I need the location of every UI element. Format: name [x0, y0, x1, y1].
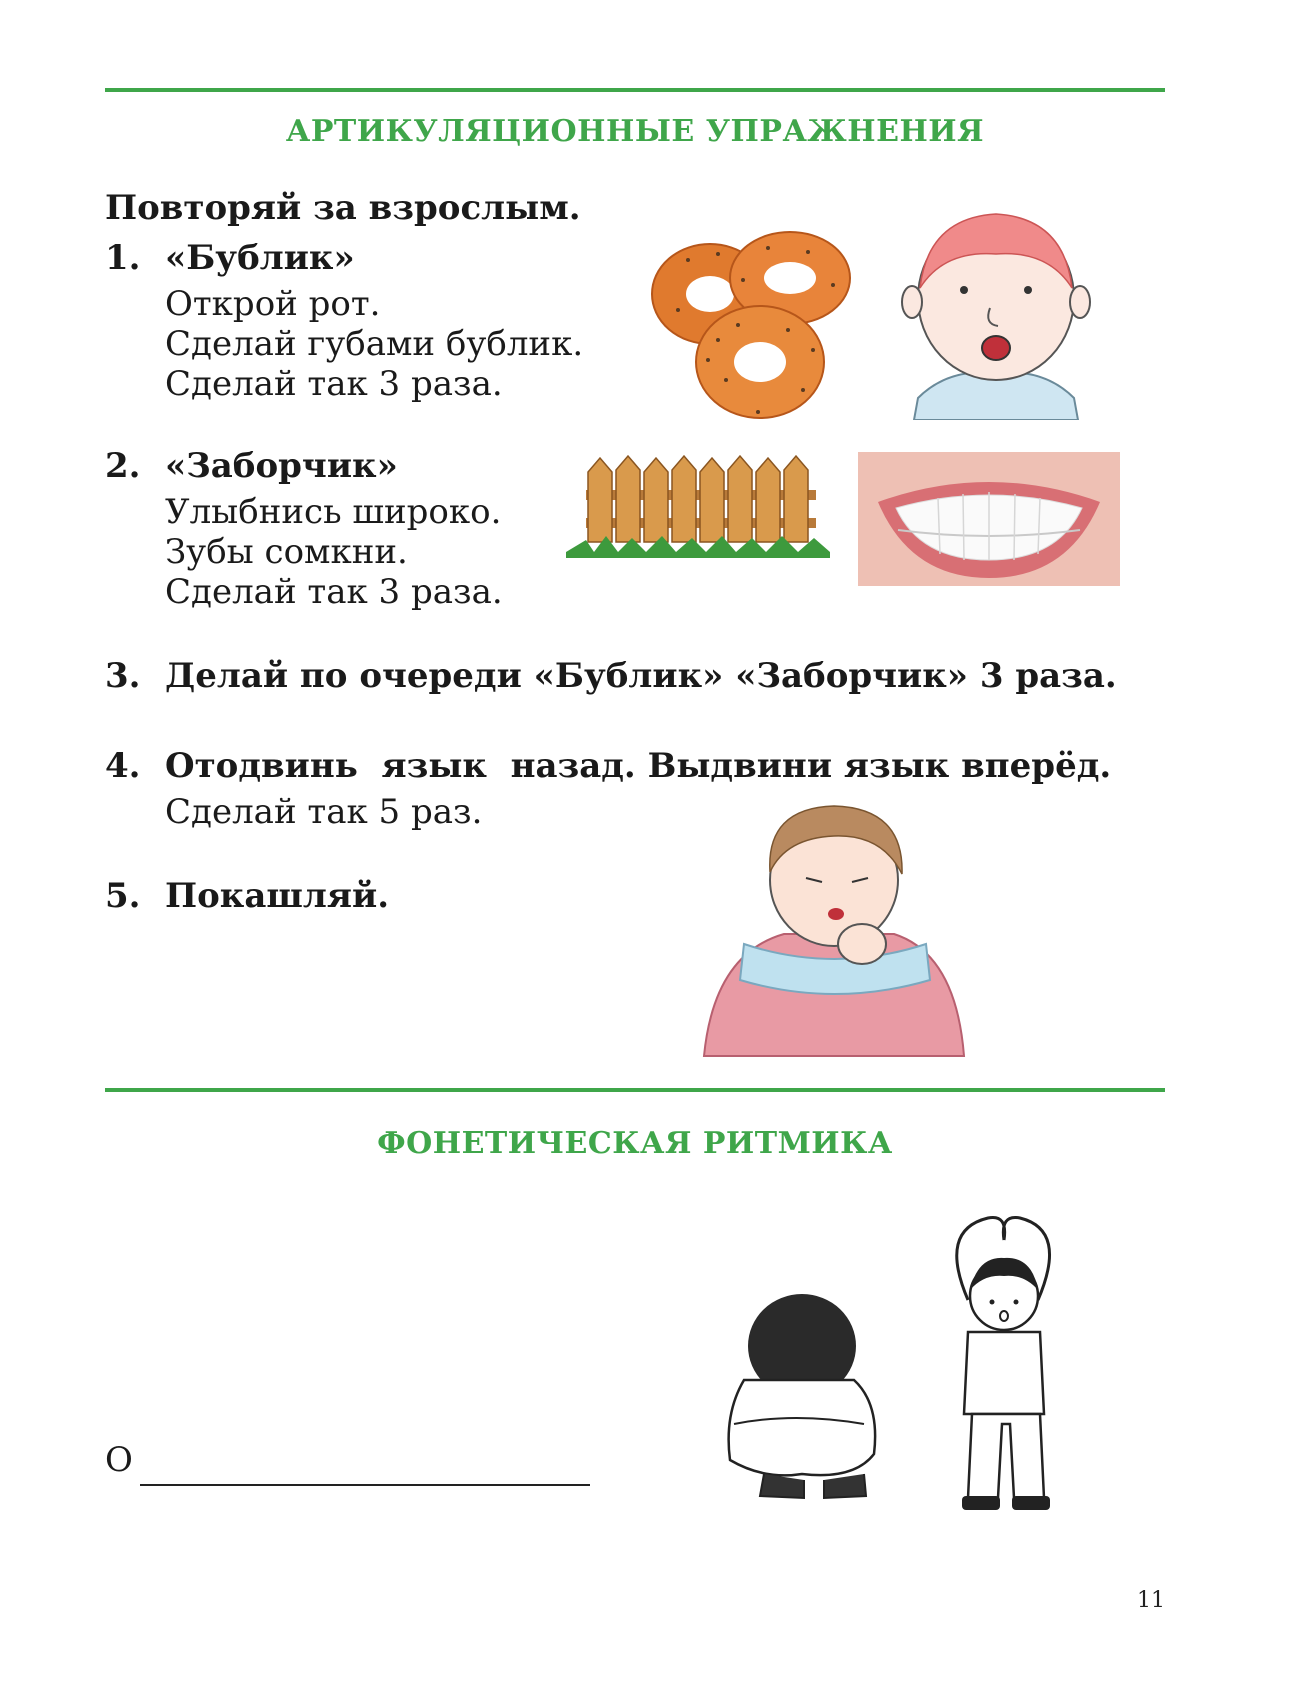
exercise-1-line-3: Сделай так 3 раза.	[165, 364, 503, 404]
instruction-text: Повторяй за взрослым.	[105, 188, 581, 228]
section-title-phonetic-rhythmics: ФОНЕТИЧЕСКАЯ РИТМИКА	[377, 1126, 893, 1161]
answer-prefix: О	[105, 1440, 133, 1480]
exercise-2-line-3: Сделай так 3 раза.	[165, 572, 503, 612]
exercise-4-title: Отодвинь язык назад. Выдвини язык вперёд.	[165, 746, 1112, 786]
exercise-4-number: 4.	[105, 746, 141, 786]
exercise-2-title: «Заборчик»	[165, 446, 398, 486]
exercise-5-number: 5.	[105, 876, 141, 916]
exercise-1-number: 1.	[105, 238, 141, 278]
exercise-5-title: Покашляй.	[165, 876, 390, 916]
exercise-1-title: «Бублик»	[165, 238, 355, 278]
middle-divider	[105, 1088, 1165, 1092]
stretching-child-image	[928, 1210, 1078, 1518]
exercise-1-line-1: Открой рот.	[165, 284, 381, 324]
coughing-boy-image	[694, 794, 976, 1066]
crouching-child-image	[704, 1284, 902, 1506]
exercise-3-number: 3.	[105, 656, 141, 696]
fence-image	[566, 452, 830, 558]
bagels-image	[648, 230, 860, 424]
exercise-3-title: Делай по очереди «Бублик» «Заборчик» 3 раза.	[165, 656, 1117, 696]
exercise-2-number: 2.	[105, 446, 141, 486]
smile-teeth-image	[858, 452, 1120, 586]
page-number: 11	[1137, 1588, 1165, 1613]
top-divider	[105, 88, 1165, 92]
exercise-4-line-1: Сделай так 5 раз.	[165, 792, 483, 832]
boy-round-mouth-image	[898, 198, 1094, 420]
exercise-2-line-2: Зубы сомкни.	[165, 532, 408, 572]
answer-line[interactable]	[140, 1484, 590, 1486]
section-title-articulation: АРТИКУЛЯЦИОННЫЕ УПРАЖНЕНИЯ	[285, 114, 985, 149]
exercise-1-line-2: Сделай губами бублик.	[165, 324, 584, 364]
exercise-2-line-1: Улыбнись широко.	[165, 492, 502, 532]
